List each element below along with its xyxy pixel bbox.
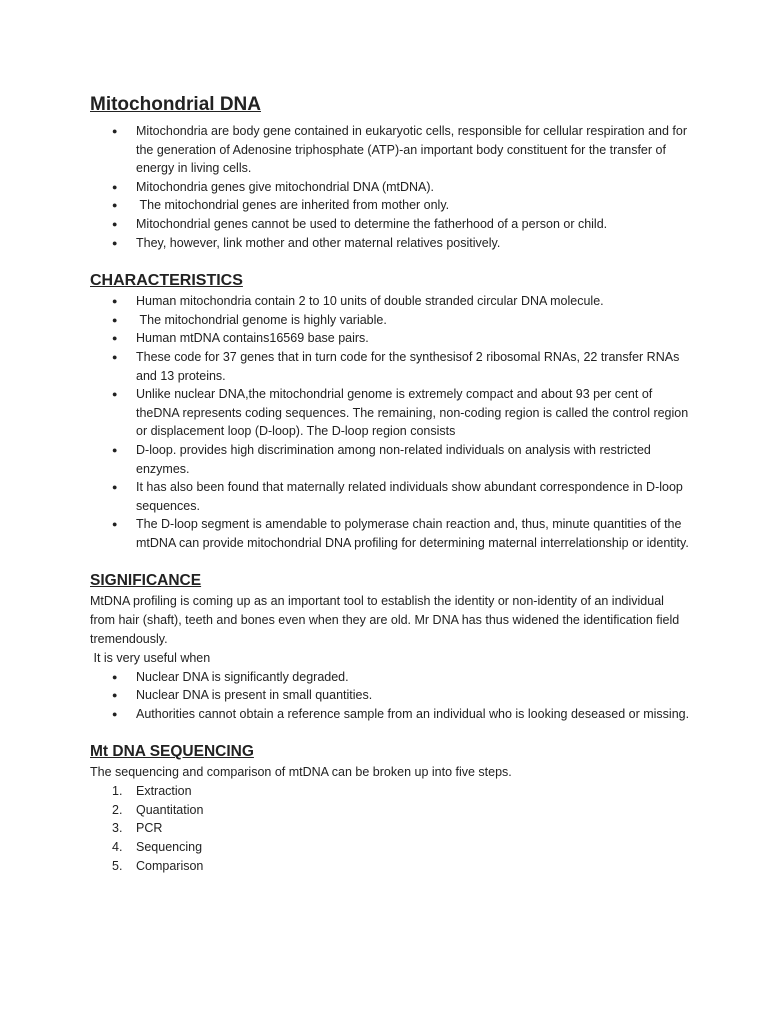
heading-significance: SIGNIFICANCE — [90, 572, 202, 590]
list-item: ● Mitochondrial genes cannot be used to determine the fatherhood of a person or child. — [90, 215, 690, 234]
list-item: ● Unlike nuclear DNA,the mitochondrial genome is extremely compact and about 93 per cent of theDNA represents coding sequences. The remaining, non-coding region is called the control region or displacement loop (D-loop). The D-loop region consists — [90, 385, 690, 441]
step-label: Comparison — [136, 858, 204, 873]
list-item: ● Nuclear DNA is significantly degraded. — [90, 668, 690, 687]
document-page — [90, 92, 690, 875]
list-item — [90, 782, 690, 801]
section-characteristics — [90, 270, 690, 552]
list-item: ● Mitochondria genes give mitochondrial DNA (mtDNA). — [90, 178, 690, 197]
significance-lead: It is very useful when — [90, 650, 211, 665]
list-item — [90, 857, 690, 876]
significance-paragraph: MtDNA profiling is coming up as an important tool to establish the identity or non-identity of an individual from hair (shaft), teeth and bones even when they are old. Mr DNA has thus widened the identification field tremendously. — [90, 594, 680, 647]
mtdna-bullet-list — [90, 122, 690, 252]
list-item: ● Nuclear DNA is present in small quantities. — [90, 686, 690, 705]
sequencing-steps-list — [90, 782, 690, 875]
list-item: ● Authorities cannot obtain a reference sample from an individual who is looking deseased or missing. — [90, 705, 690, 724]
heading-characteristics: CHARACTERISTICS — [90, 272, 243, 290]
step-number: 3. — [112, 821, 123, 836]
list-item: ● It has also been found that maternally related individuals show abundant correspondence in D-loop sequences. — [90, 478, 690, 515]
section-significance — [90, 570, 690, 723]
heading-mt-dna-sequencing: Mt DNA SEQUENCING — [90, 743, 254, 761]
list-item: ● They, however, link mother and other maternal relatives positively. — [90, 234, 690, 253]
list-item — [90, 801, 690, 820]
section-mt-dna-sequencing — [90, 741, 690, 875]
step-number: 1. — [112, 784, 123, 799]
list-item: ● Mitochondria are body gene contained in eukaryotic cells, responsible for cellular respiration and for the generation of Adenosine triphosphate (ATP)-an important body constituent for the transfer of energy in living cells. — [90, 122, 690, 178]
step-number: 4. — [112, 840, 123, 855]
list-item: ● Human mitochondria contain 2 to 10 units of double stranded circular DNA molecule. — [90, 292, 690, 311]
list-item: ● These code for 37 genes that in turn code for the synthesisof 2 ribosomal RNAs, 22 transfer RNAs and 13 proteins. — [90, 348, 690, 385]
step-number: 5. — [112, 858, 123, 873]
step-number: 2. — [112, 802, 123, 817]
step-label: Sequencing — [136, 840, 203, 855]
characteristics-bullet-list — [90, 292, 690, 552]
list-item: ● D-loop. provides high discrimination among non-related individuals on analysis with restricted enzymes. — [90, 441, 690, 478]
step-label: PCR — [136, 821, 163, 836]
list-item: ● The mitochondrial genes are inherited from mother only. — [90, 196, 690, 215]
section-mitochondrial-dna — [90, 92, 690, 252]
list-item: ● Human mtDNA contains16569 base pairs. — [90, 329, 690, 348]
list-item: ● The D-loop segment is amendable to polymerase chain reaction and, thus, minute quantities of the mtDNA can provide mitochondrial DNA profiling for determining maternal interrelationship or identity. — [90, 515, 690, 552]
step-label: Extraction — [136, 784, 192, 799]
step-label: Quantitation — [136, 802, 204, 817]
significance-bullet-list — [90, 668, 690, 724]
heading-mitochondrial-dna: Mitochondrial DNA — [90, 94, 261, 115]
sequencing-paragraph: The sequencing and comparison of mtDNA can be broken up into five steps. — [90, 765, 512, 780]
list-item — [90, 838, 690, 857]
list-item: ● The mitochondrial genome is highly variable. — [90, 311, 690, 330]
list-item — [90, 819, 690, 838]
